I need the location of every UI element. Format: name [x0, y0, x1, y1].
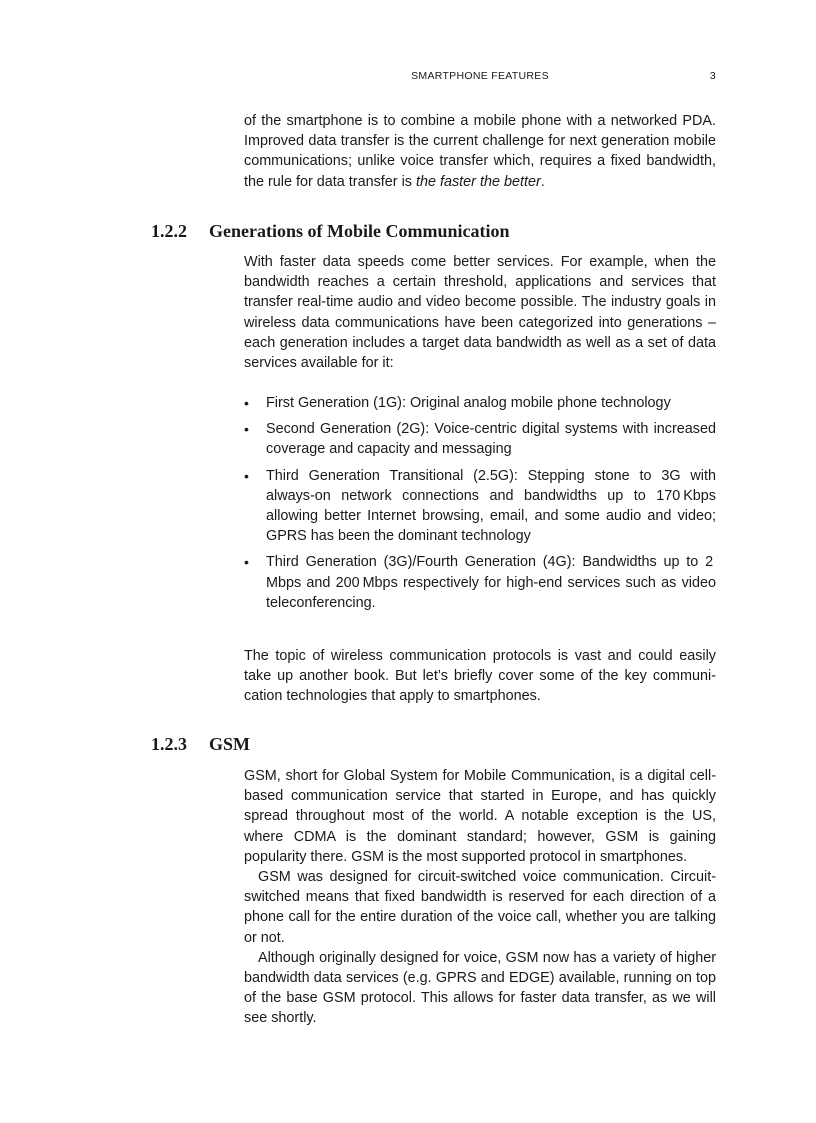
- list-item-text: Third Generation (3G)/Fourth Generation (4G): Bandwidths up to 2 Mbps and 200 Mbps respectively for high-end services such as video teleconferencing.: [266, 554, 716, 611]
- list-item: [244, 552, 716, 613]
- intro-text-end: .: [540, 173, 545, 190]
- bullet-icon: •: [244, 421, 249, 438]
- section-number: 1.2.2: [151, 221, 187, 241]
- section-heading-1-2-2: [151, 220, 509, 242]
- section-1-2-2-paragraph-block: [244, 252, 716, 373]
- intro-text: of the smartphone is to combine a mobile phone with a networked PDA. Improved data transfer is the current challenge for next generation mobile communications; unlike voice transfer which, requires a fixed bandwidth, the rule for data transfer is: [244, 113, 716, 190]
- section-heading-1-2-3: [151, 733, 250, 755]
- gsm-paragraph-3: Although originally designed for voice, GSM now has a variety of higher bandwidth data services (e.g. GPRS and EDGE) available, running on top of the base GSM protocol. This allows for faster data transfer, as we will see shortly.: [244, 949, 716, 1027]
- generations-bullet-list: [244, 393, 716, 619]
- running-head: [244, 70, 716, 86]
- page-number: 3: [709, 70, 716, 82]
- intro-italic-phrase: the faster the better: [415, 173, 541, 190]
- section-number: 1.2.3: [151, 734, 187, 754]
- section-1-2-3-body: [244, 766, 716, 1029]
- bullet-icon: •: [244, 554, 249, 571]
- list-item: [244, 393, 716, 413]
- gsm-paragraph-1: GSM, short for Global System for Mobile Communication, is a digital cell-based communication service that started in Europe, and has quickly spread throughout most of the world. A notable exception is the US, where CDMA is the dominant standard; however, GSM is gaining popularity there. GSM is the most supported protocol in smartphones.: [244, 768, 716, 865]
- section-paragraph: With faster data speeds come better services. For example, when the bandwidth reaches a certain threshold, applications and services that transfer real-time audio and video become possible. The industry goals in wireless data communications have been categorized into generations – each generation includes a target data bandwidth as well as a set of data services available for it:: [244, 254, 716, 372]
- list-item: [244, 466, 716, 547]
- closing-paragraph: The topic of wireless communication protocols is vast and could easily take up another book. But let’s briefly cover some of the key communication technologies that apply to smartphones.: [244, 648, 716, 705]
- intro-block: [244, 111, 716, 192]
- list-item: [244, 419, 716, 459]
- list-item-text: First Generation (1G): Original analog mobile phone technology: [266, 395, 671, 411]
- bullet-icon: •: [244, 467, 249, 484]
- section-title: Generations of Mobile Communication: [209, 221, 510, 241]
- list-item-text: Third Generation Transitional (2.5G): Stepping stone to 3G with always-on network connections and bandwidths up to 170 Kbps allowing better Internet browsing, email, and some audio and video; GPRS has been the dominant technology: [266, 467, 716, 545]
- section-1-2-2-closing-block: [244, 646, 716, 707]
- intro-paragraph: [244, 111, 716, 192]
- running-title: SMARTPHONE FEATURES: [411, 70, 549, 82]
- gsm-paragraph-2: GSM was designed for circuit-switched voice communication. Circuit-switched means that fixed bandwidth is reserved for each direction of a phone call for the entire duration of the voice call, whether you are talking or not.: [244, 869, 716, 946]
- list-item-text: Second Generation (2G): Voice-centric digital systems with increased coverage and capacity and messaging: [266, 421, 716, 458]
- bullet-icon: •: [244, 395, 249, 411]
- section-title: GSM: [209, 734, 251, 754]
